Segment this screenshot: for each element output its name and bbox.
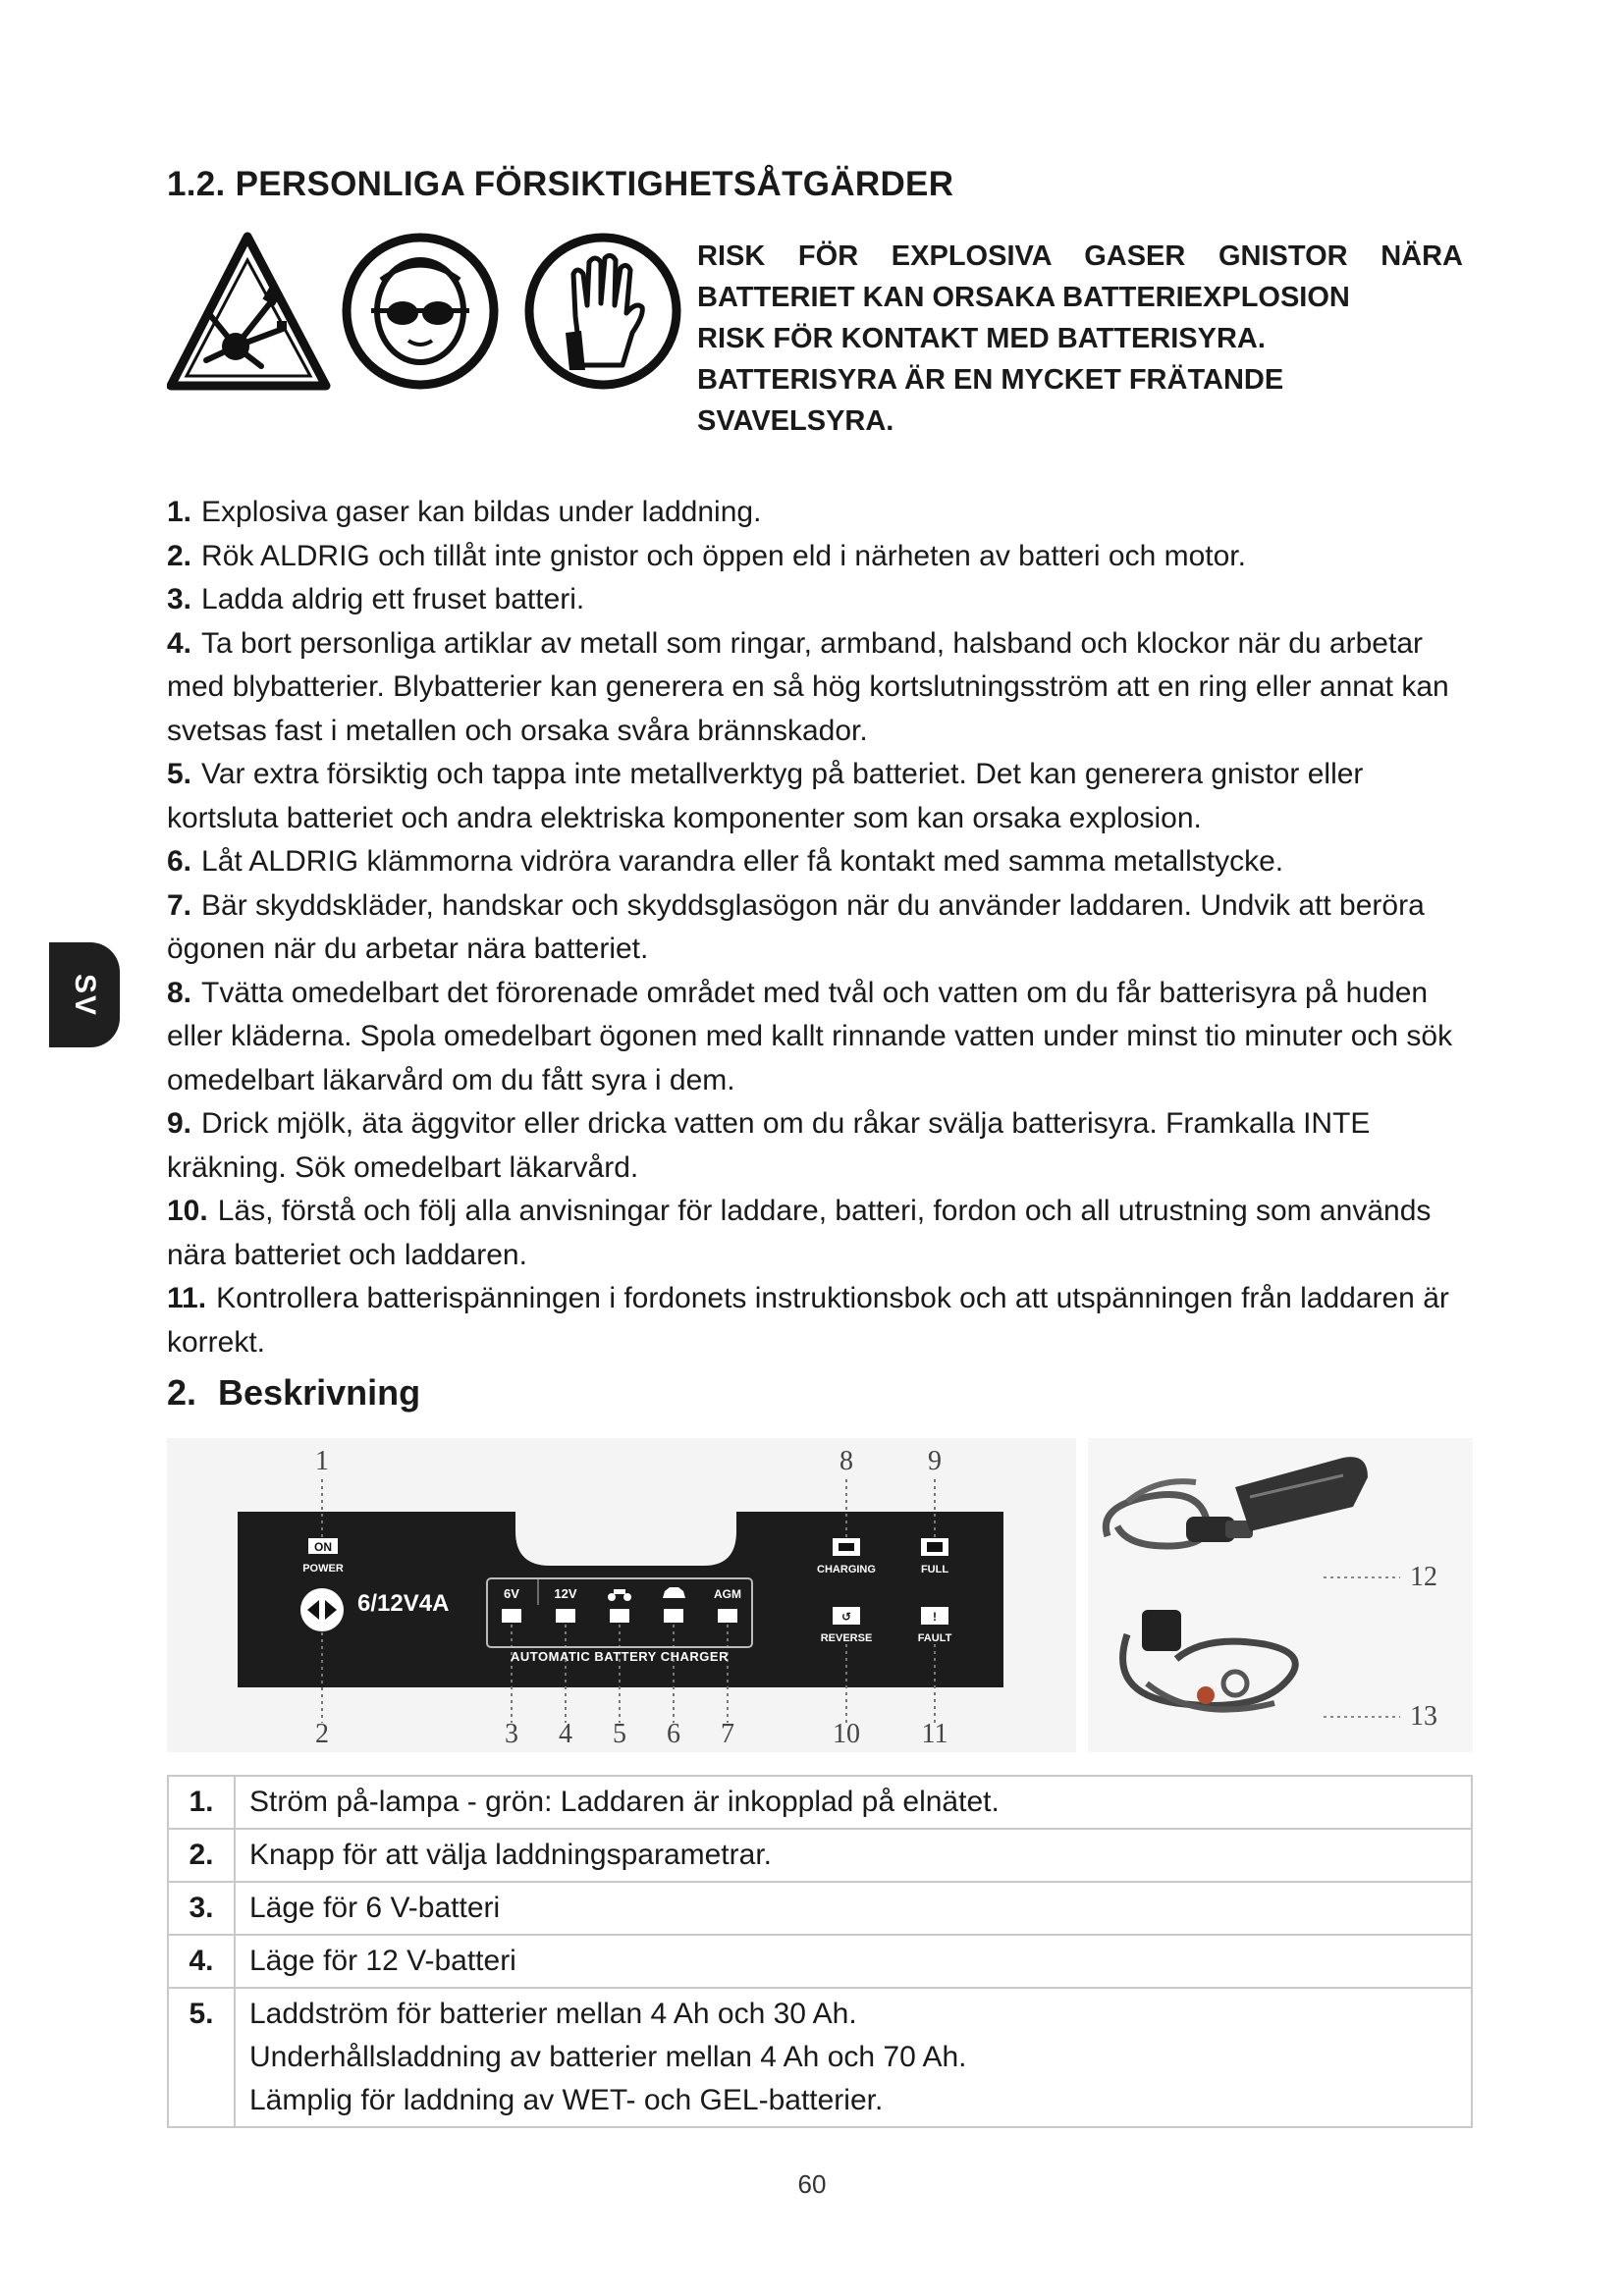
- list-item: [167, 884, 1483, 972]
- explosion-warning-icon: [171, 237, 326, 386]
- legend-line: Ström på-lampa - grön: Laddaren är inkopplad på elnätet.: [249, 1786, 1000, 1818]
- item-number: 10.: [167, 1195, 208, 1227]
- legend-text: [235, 1829, 1472, 1882]
- warning-line: SVAVELSYRA.: [697, 405, 894, 437]
- item-text: Rök ALDRIG och tillåt inte gnistor och öppen eld i närheten av batteri och motor.: [201, 539, 1246, 572]
- svg-text:!: !: [933, 1610, 937, 1624]
- model-label: 6/12V4A: [357, 1590, 450, 1617]
- charging-label: CHARGING: [817, 1564, 876, 1575]
- item-number: 4.: [167, 626, 192, 660]
- language-tab: [49, 942, 120, 1047]
- table-row: [168, 1935, 1472, 1988]
- table-row: [168, 1988, 1472, 2127]
- item-number: 1.: [167, 496, 192, 528]
- reverse-label: REVERSE: [820, 1632, 873, 1644]
- warning-line: RISK FÖR EXPLOSIVA GASER GNISTOR NÄRA: [697, 240, 1463, 272]
- warning-line: BATTERIET KAN ORSAKA BATTERIEXPLOSION: [697, 282, 1350, 313]
- safety-icons: [167, 231, 687, 393]
- callout-7: 7: [721, 1719, 734, 1749]
- callout-8: 8: [839, 1446, 853, 1476]
- callout-3: 3: [505, 1719, 518, 1749]
- item-number: 11.: [167, 1282, 207, 1314]
- list-item: [167, 840, 1483, 884]
- full-label: FULL: [920, 1564, 949, 1575]
- mode-label-6v: 6V: [504, 1586, 519, 1601]
- callout-12: 12: [1410, 1562, 1437, 1592]
- cables-image: [1088, 1438, 1473, 1752]
- item-text: Läs, förstå och följ alla anvisningar för laddare, batteri, fordon och all utrustning som används nära batteriet och laddaren.: [167, 1195, 1432, 1271]
- power-badge: ON: [314, 1540, 332, 1554]
- table-row: [168, 1829, 1472, 1882]
- item-text: Bär skyddskläder, handskar och skyddsglasögon när du använder laddaren. Undvik att beröra ögonen när du arbetar nära batteriet.: [167, 888, 1425, 965]
- list-item: [167, 972, 1483, 1103]
- item-text: Tvätta omedelbart det förorenade området med tvål och vatten om du får batterisyra på huden eller kläderna. Spola omedelbart ögonen med kallt rinnande vatten under minst tio minuter och sök omedelbart läkarvård om du fått syra i dem.: [167, 976, 1453, 1096]
- legend-text: [235, 1776, 1472, 1829]
- item-number: 6.: [167, 845, 192, 878]
- item-number: 3.: [167, 583, 192, 615]
- legend-line: Läge för 12 V-batteri: [249, 1945, 516, 1977]
- legend-text: [235, 1882, 1472, 1935]
- callout-9: 9: [928, 1446, 942, 1476]
- fault-label: FAULT: [917, 1632, 952, 1644]
- list-item: [167, 1190, 1483, 1277]
- list-item: [167, 578, 1483, 622]
- callout-2: 2: [315, 1719, 329, 1749]
- item-text: Ta bort personliga artiklar av metall som ringar, armband, halsband och klockor när du arbetar med blybatterier. Blybatterier kan generera en så hög kortslutningsström att en ring eller annat kan svetsas fast i metallen och orsaka svåra brännskador.: [167, 626, 1449, 747]
- language-tab-label: SV: [69, 973, 101, 1017]
- legend-number: 5.: [168, 1988, 235, 2127]
- page-number: 60: [797, 2169, 827, 2199]
- callout-11: 11: [921, 1719, 948, 1749]
- warning-line: RISK FÖR KONTAKT MED BATTERISYRA.: [697, 323, 1266, 354]
- legend-line: Underhållsladdning av batterier mellan 4 Ah och 70 Ah.: [249, 2041, 967, 2073]
- section-heading: 1.2. PERSONLIGA FÖRSIKTIGHETSÅTGÄRDER: [167, 165, 954, 203]
- power-label: POWER: [302, 1563, 344, 1575]
- item-text: Drick mjölk, äta äggvitor eller dricka vatten om du råkar svälja batterisyra. Framkalla INTE kräkning. Sök omedelbart läkarvård.: [167, 1107, 1371, 1184]
- callout-10: 10: [833, 1719, 860, 1749]
- table-row: [168, 1882, 1472, 1935]
- select-button[interactable]: [300, 1588, 344, 1631]
- mode-label-12v: 12V: [554, 1586, 577, 1601]
- item-number: 5.: [167, 758, 192, 790]
- legend-table: [167, 1775, 1473, 2128]
- mode-led-12v: [555, 1608, 576, 1624]
- item-text: Explosiva gaser kan bildas under laddning.: [201, 496, 762, 528]
- legend-line: Lämplig för laddning av WET- och GEL-batterier.: [249, 2084, 884, 2116]
- description-heading: [167, 1372, 420, 1414]
- callout-5: 5: [613, 1719, 626, 1749]
- mode-led-agm: [717, 1608, 738, 1624]
- list-item: [167, 491, 1483, 535]
- list-item: [167, 622, 1483, 754]
- list-item: [167, 1102, 1483, 1190]
- legend-text: [235, 1988, 1472, 2127]
- table-row: [168, 1776, 1472, 1829]
- list-item: [167, 535, 1483, 579]
- legend-number: 2.: [168, 1829, 235, 1882]
- svg-text:↺: ↺: [840, 1610, 852, 1624]
- mode-label-agm: AGM: [714, 1587, 741, 1601]
- mode-led-6v: [501, 1608, 522, 1624]
- item-text: Kontrollera batterispänningen i fordonets instruktionsbok och att utspänningen från laddaren är korrekt.: [167, 1282, 1449, 1359]
- heading-title: Beskrivning: [218, 1372, 421, 1413]
- safety-goggles-icon: [347, 238, 494, 385]
- heading-number: 2.: [167, 1372, 197, 1413]
- charger-label: AUTOMATIC BATTERY CHARGER: [511, 1649, 729, 1664]
- legend-line: Läge för 6 V-batteri: [249, 1892, 501, 1924]
- warning-line: BATTERISYRA ÄR EN MYCKET FRÄTANDE: [697, 364, 1284, 396]
- warning-text: [697, 236, 1463, 442]
- legend-line: Laddström för batterier mellan 4 Ah och 30 Ah.: [249, 1998, 857, 2030]
- list-item: [167, 753, 1483, 840]
- item-text: Var extra försiktig och tappa inte metallverktyg på batteriet. Det kan generera gnistor eller kortsluta batteriet och andra elektriska komponenter som kan orsaka explosion.: [167, 758, 1364, 834]
- legend-number: 3.: [168, 1882, 235, 1935]
- item-number: 7.: [167, 888, 192, 922]
- item-text: Ladda aldrig ett fruset batteri.: [201, 583, 585, 615]
- item-number: 2.: [167, 539, 192, 572]
- mode-led-car: [663, 1608, 684, 1624]
- mode-led-motorcycle: [609, 1608, 630, 1624]
- callout-6: 6: [667, 1719, 680, 1749]
- item-number: 8.: [167, 976, 192, 1009]
- item-number: 9.: [167, 1107, 192, 1140]
- legend-number: 4.: [168, 1935, 235, 1988]
- legend-number: 1.: [168, 1776, 235, 1829]
- protective-gloves-icon: [529, 238, 677, 385]
- callout-13: 13: [1410, 1701, 1437, 1732]
- callout-4: 4: [559, 1719, 572, 1749]
- item-text: Låt ALDRIG klämmorna vidröra varandra eller få kontakt med samma metallstycke.: [201, 845, 1284, 878]
- callout-1: 1: [315, 1446, 329, 1476]
- charger-panel-diagram: [167, 1438, 1076, 1752]
- precaution-list: [167, 491, 1483, 1364]
- legend-text: [235, 1935, 1472, 1988]
- legend-line: Knapp för att välja laddningsparametrar.: [249, 1839, 772, 1871]
- list-item: [167, 1277, 1483, 1364]
